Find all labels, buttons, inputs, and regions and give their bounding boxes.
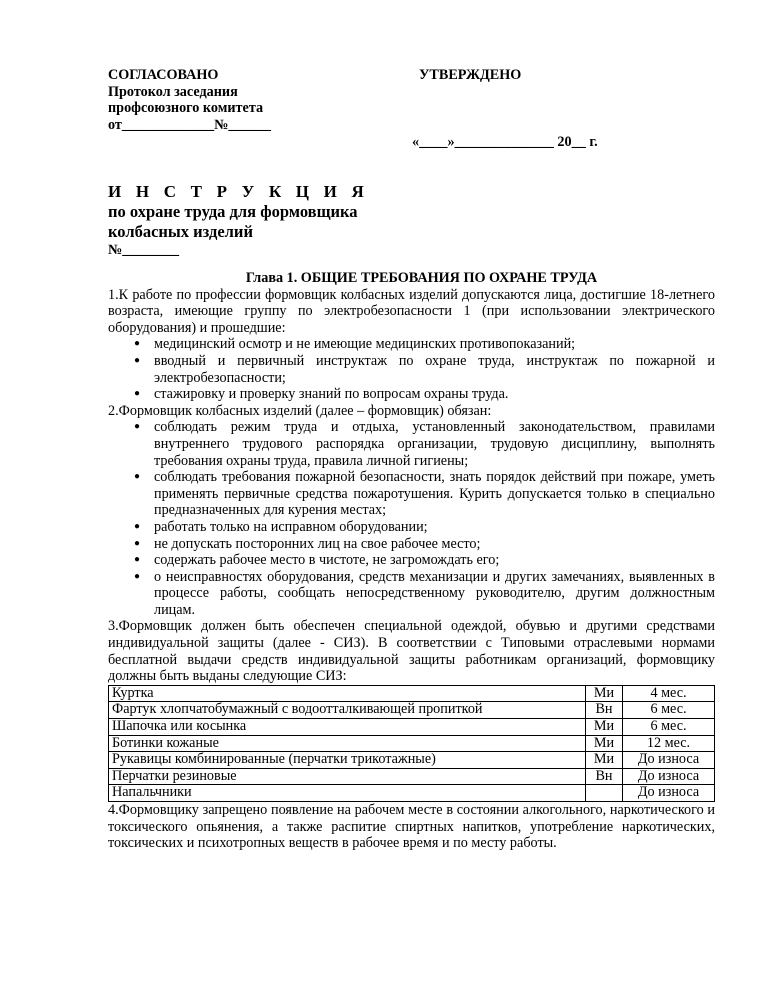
- table-row: Фартук хлопчатобумажный с водоотталкивающей пропиткой Вн 6 мес.: [109, 702, 715, 719]
- utverzhdeno-label: УТВЕРЖДЕНО: [419, 67, 522, 83]
- table-row: Ботинки кожаные Ми 12 мес.: [109, 735, 715, 752]
- table-row: Рукавицы комбинированные (перчатки трикотажные) Ми До износа: [109, 752, 715, 769]
- approval-block: [108, 67, 338, 133]
- table-row: Напальчники До износа: [109, 785, 715, 802]
- document-title: И Н С Т Р У К Ц И Я: [108, 182, 370, 201]
- bullet-icon: ●: [134, 554, 141, 566]
- document-subtitle-line1: по охране труда для формовщика: [108, 202, 358, 221]
- paragraph-3: 3.Формовщик должен быть обеспечен специальной одеждой, обувью и другими средствами индивидуальной защиты (далее - СИЗ). В соответствии с Типовыми отраслевыми нормами бесплатной выдачи средств индивидуальной защиты работникам организаций, формовщику должны быть выданы следующие СИЗ:: [108, 618, 715, 685]
- siz-table: [108, 685, 715, 802]
- list-item: ● вводный и первичный инструктаж по охране труда, инструктаж по пожарной и электробезопасности;: [134, 352, 715, 386]
- document-number-line: №________: [108, 242, 180, 258]
- paragraph-4: 4.Формовщику запрещено появление на рабочем месте в состоянии алкогольного, наркотического и токсического опьянения, а также распитие спиртных напитков, употребление наркотических, токсических и психотропных веществ в рабочее время и по месту работы.: [108, 802, 715, 852]
- list-item: ● не допускать посторонних лиц на свое рабочее место;: [134, 535, 481, 552]
- bullet-icon: ●: [134, 354, 141, 366]
- list-item: ● стажировку и проверку знаний по вопросам охраны труда.: [134, 386, 509, 403]
- protocol-date-number-line: от_____________№______: [108, 116, 271, 133]
- approval-date-line: «____»______________ 20__ г.: [412, 134, 598, 150]
- chapter-1: [108, 270, 715, 852]
- bullet-icon: ●: [134, 537, 141, 549]
- committee-line: профсоюзного комитета: [108, 100, 264, 117]
- list-item: ● соблюдать требования пожарной безопасности, знать порядок действий при пожаре, уметь применять первичные средства пожаротушения. Курить допускается только в специально предназначенных для курения местах;: [134, 469, 715, 519]
- bullet-icon: ●: [134, 520, 141, 532]
- table-row: Перчатки резиновые Вн До износа: [109, 768, 715, 785]
- document-subtitle-line2: колбасных изделий: [108, 222, 253, 241]
- soglasovano-label: СОГЛАСОВАНО: [108, 67, 219, 83]
- table-row: Куртка Ми 4 мес.: [109, 685, 715, 702]
- protocol-line: Протокол заседания: [108, 83, 238, 100]
- bullet-icon: ●: [134, 570, 141, 582]
- document-title-block: [108, 182, 508, 259]
- list-item: ● медицинский осмотр и не имеющие медицинских противопоказаний;: [134, 336, 576, 353]
- bullet-icon: ●: [134, 421, 141, 433]
- paragraph-1: 1.К работе по профессии формовщик колбасных изделий допускаются лица, достигшие 18-летнего возраста, имеющие группу по электробезопасности 1 (при использовании электрического оборудования) и прошедшие:: [108, 286, 715, 336]
- list-item: ● о неисправностях оборудования, средств механизации и других замечаниях, выявленных в процессе работы, сообщать непосредственному руководителю, другим должностным лицам.: [134, 568, 715, 618]
- list-item: ● соблюдать режим труда и отдыха, установленный законодательством, правилами внутреннего трудового распорядка организации, трудовую дисциплину, выполнять требования охраны труда, правила личной гигиены;: [134, 419, 715, 469]
- paragraph-2-list: [108, 419, 715, 618]
- bullet-icon: ●: [134, 388, 141, 400]
- list-item: ● работать только на исправном оборудовании;: [134, 518, 428, 535]
- list-item: ● содержать рабочее место в чистоте, не загромождать его;: [134, 552, 500, 569]
- paragraph-2: 2.Формовщик колбасных изделий (далее – формовщик) обязан:: [108, 402, 492, 419]
- bullet-icon: ●: [134, 338, 141, 350]
- paragraph-1-list: [108, 336, 715, 402]
- table-row: Шапочка или косынка Ми 6 мес.: [109, 719, 715, 736]
- bullet-icon: ●: [134, 471, 141, 483]
- chapter-heading: Глава 1. ОБЩИЕ ТРЕБОВАНИЯ ПО ОХРАНЕ ТРУДА: [245, 270, 598, 286]
